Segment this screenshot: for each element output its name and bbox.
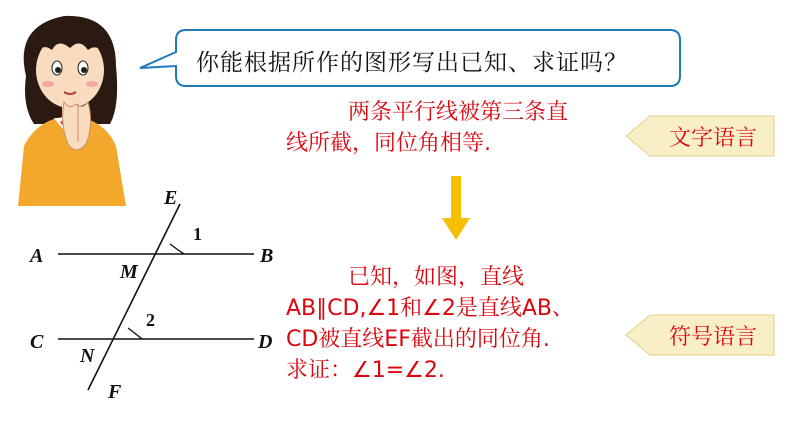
label-m: M [120, 261, 138, 283]
angle-2-arc [128, 328, 142, 339]
prove-line: 求证：∠1=∠2. [286, 358, 445, 383]
statement-line-2: 线所截，同位角相等. [286, 131, 491, 156]
statement-paragraph [286, 97, 616, 159]
given-line-1: 已知，如图，直线 [348, 265, 525, 290]
tag-symbol-language [624, 313, 776, 357]
angle-2-label: 2 [146, 310, 155, 330]
tag-text-language [624, 114, 776, 158]
given-line-3: CD被直线EF截出的同位角. [286, 327, 550, 352]
angle-1-arc [170, 244, 184, 254]
down-arrow-icon [440, 176, 472, 242]
label-f: F [108, 381, 122, 403]
given-line-2: AB∥CD,∠1和∠2是直线AB、 [286, 296, 575, 321]
bubble-question-text: 你能根据所作的图形写出已知、求证吗？ [196, 50, 628, 76]
label-n: N [80, 345, 95, 367]
angle-1-label: 1 [193, 224, 202, 244]
tag-text-language-label: 文字语言 [668, 126, 757, 151]
line-ef [88, 204, 180, 390]
label-c: C [30, 331, 44, 353]
label-d: D [258, 331, 273, 353]
label-e: E [164, 187, 178, 209]
label-a: A [30, 245, 44, 267]
label-b: B [260, 245, 274, 267]
parallel-lines-diagram [0, 170, 290, 410]
tag-symbol-language-label: 符号语言 [668, 325, 757, 350]
given-paragraph [286, 262, 636, 386]
statement-line-1: 两条平行线被第三条直 [348, 100, 569, 125]
